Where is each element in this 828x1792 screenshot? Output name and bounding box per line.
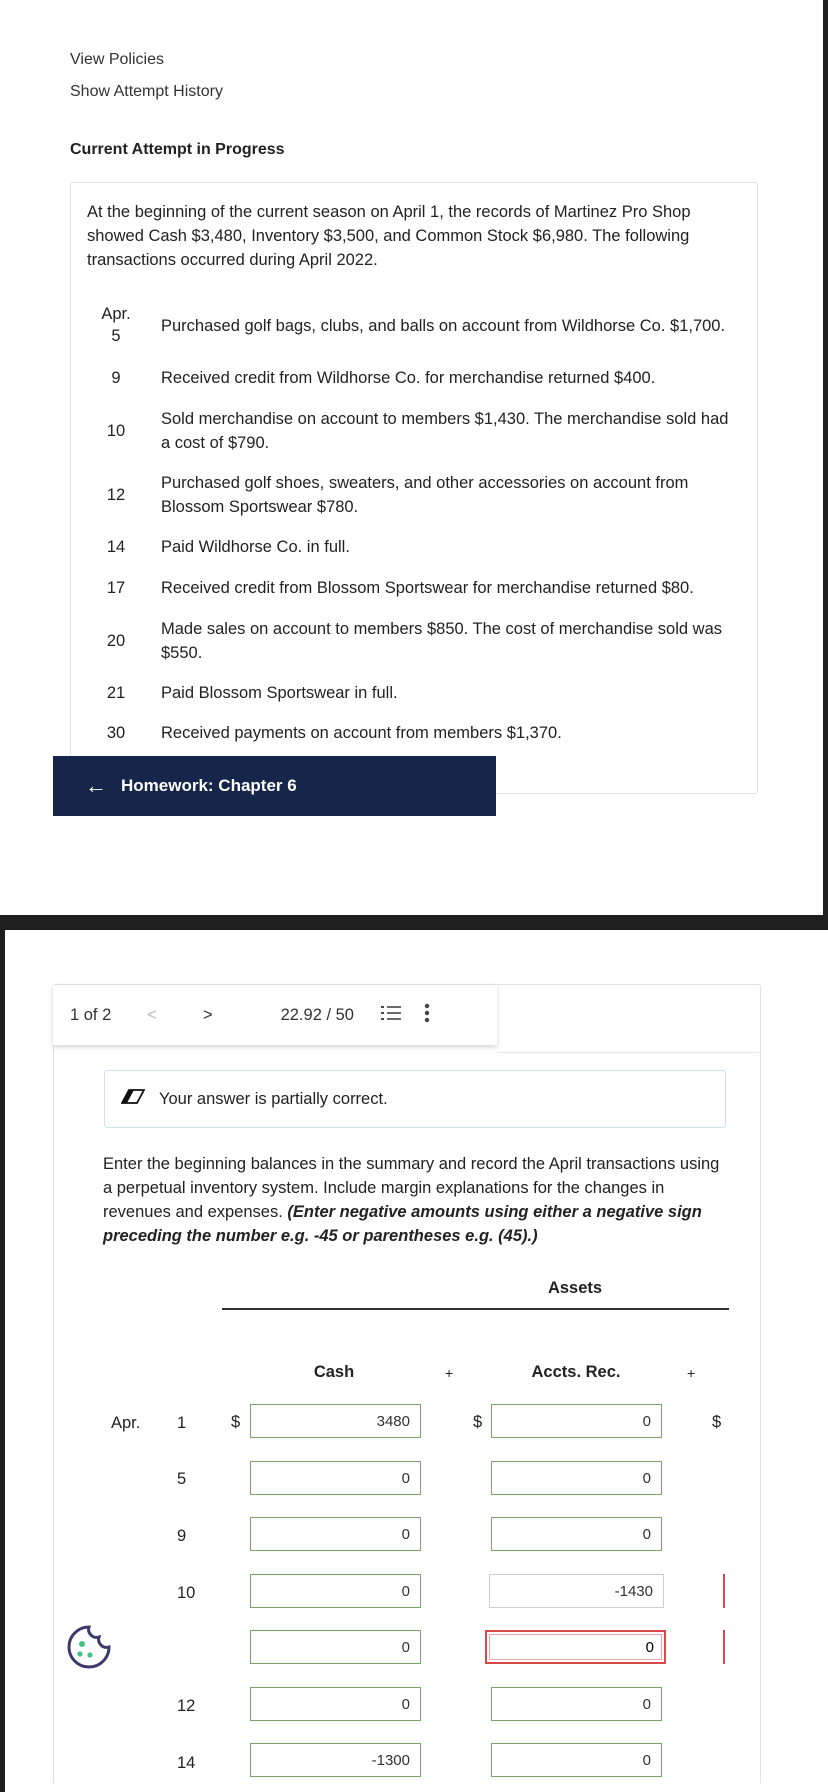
cash-input[interactable] (250, 1574, 421, 1608)
cash-input[interactable] (250, 1743, 421, 1777)
accts-rec-input[interactable] (491, 1404, 662, 1438)
accts-rec-input[interactable] (491, 1687, 662, 1721)
view-policies-link[interactable]: View Policies (70, 51, 164, 68)
eraser-icon (121, 1089, 145, 1110)
next-column-input-edge[interactable] (723, 1574, 725, 1608)
txn-day: 14 (106, 538, 126, 556)
txn-desc: Received credit from Wildhorse Co. for merchandise returned $400. (161, 369, 656, 387)
txn-day: 20 (106, 632, 126, 650)
attempt-heading: Current Attempt in Progress (70, 141, 285, 158)
homework-nav-bar[interactable] (53, 756, 496, 816)
row-day: 1 (177, 1414, 187, 1432)
plus-sign: + (445, 1365, 454, 1381)
row-day: 9 (177, 1527, 187, 1545)
dollar-sign: $ (231, 1413, 241, 1431)
txn-day: 17 (106, 579, 126, 597)
accts-rec-input[interactable] (485, 1630, 666, 1664)
cash-input[interactable] (250, 1517, 421, 1551)
arrow-left-icon[interactable]: ← (85, 773, 107, 798)
txn-desc: Received credit from Blossom Sportswear for merchandise returned $80. (161, 579, 694, 597)
txn-day: 12 (106, 486, 126, 504)
cookie-icon[interactable] (66, 1624, 112, 1675)
question-position: 1 of 2 (70, 1005, 112, 1024)
score-display: 22.92 / 50 (280, 1005, 354, 1024)
cash-input[interactable] (250, 1404, 421, 1438)
instructions (103, 1152, 733, 1248)
row-day: 5 (177, 1470, 187, 1488)
feedback-text: Your answer is partially correct. (159, 1089, 388, 1108)
question-panel (5, 930, 828, 1792)
cash-input[interactable] (250, 1630, 421, 1664)
txn-day: 9 (111, 369, 121, 387)
plus-sign: + (687, 1365, 696, 1381)
cash-header: Cash (313, 1363, 355, 1381)
feedback-banner (104, 1070, 726, 1128)
cash-input[interactable] (250, 1461, 421, 1495)
month-label: Apr. (111, 1414, 141, 1432)
txn-desc: Purchased golf shoes, sweaters, and other accessories on account from Blossom Sportswear $780. (161, 474, 689, 516)
txn-desc: Purchased golf bags, clubs, and balls on account from Wildhorse Co. $1,700. (161, 317, 726, 335)
list-icon[interactable] (380, 1004, 402, 1027)
txn-desc: Received payments on account from members $1,370. (161, 724, 562, 742)
problem-intro: At the beginning of the current season on April 1, the records of Martinez Pro Shop showed Cash $3,480, Inventory $3,500, and Common Stock $6,980. The following transactions occurred during April 2022. (87, 203, 691, 269)
question-toolbar (53, 985, 497, 1045)
instructions-note: (Enter negative amounts using either a negative sign preceding the number e.g. -45 or parentheses e.g. (45).) (103, 1203, 702, 1245)
accts-rec-input[interactable] (491, 1461, 662, 1495)
assets-underline (222, 1308, 729, 1310)
accts-rec-input[interactable] (491, 1517, 662, 1551)
show-attempt-history-link[interactable]: Show Attempt History (70, 83, 223, 100)
txn-day: 10 (106, 422, 126, 440)
row-day: 14 (177, 1754, 196, 1772)
accts-rec-input[interactable] (491, 1743, 662, 1777)
txn-desc: Sold merchandise on account to members $1,430. The merchandise sold had a cost of $790. (161, 410, 729, 452)
homework-nav-label[interactable]: Homework: Chapter 6 (121, 776, 297, 795)
row-day: 10 (177, 1584, 196, 1602)
txn-day: 21 (106, 684, 126, 702)
txn-desc: Paid Blossom Sportswear in full. (161, 684, 398, 702)
assets-header: Assets (547, 1279, 603, 1297)
row-day: 12 (177, 1697, 196, 1715)
txn-day: Apr. 5 (101, 305, 131, 345)
next-question-button[interactable]: > (202, 1005, 213, 1024)
dollar-sign: $ (712, 1413, 722, 1431)
accts-rec-header: Accts. Rec. (531, 1363, 621, 1381)
txn-desc: Made sales on account to members $850. The cost of merchandise sold was $550. (161, 620, 722, 662)
txn-desc: Paid Wildhorse Co. in full. (161, 538, 350, 556)
txn-day: 30 (106, 724, 126, 742)
dollar-sign: $ (473, 1413, 483, 1431)
next-column-input-edge[interactable] (723, 1630, 725, 1664)
prev-question-button[interactable]: < (147, 1005, 157, 1024)
instructions-text: Enter the beginning balances in the summary and record the April transactions using a perpetual inventory system. Include margin explanations for the changes in revenues and expenses. (103, 1155, 720, 1221)
cash-input[interactable] (250, 1687, 421, 1721)
more-vertical-icon[interactable] (424, 1003, 430, 1028)
accts-rec-input[interactable] (489, 1574, 664, 1608)
divider (497, 1052, 759, 1053)
